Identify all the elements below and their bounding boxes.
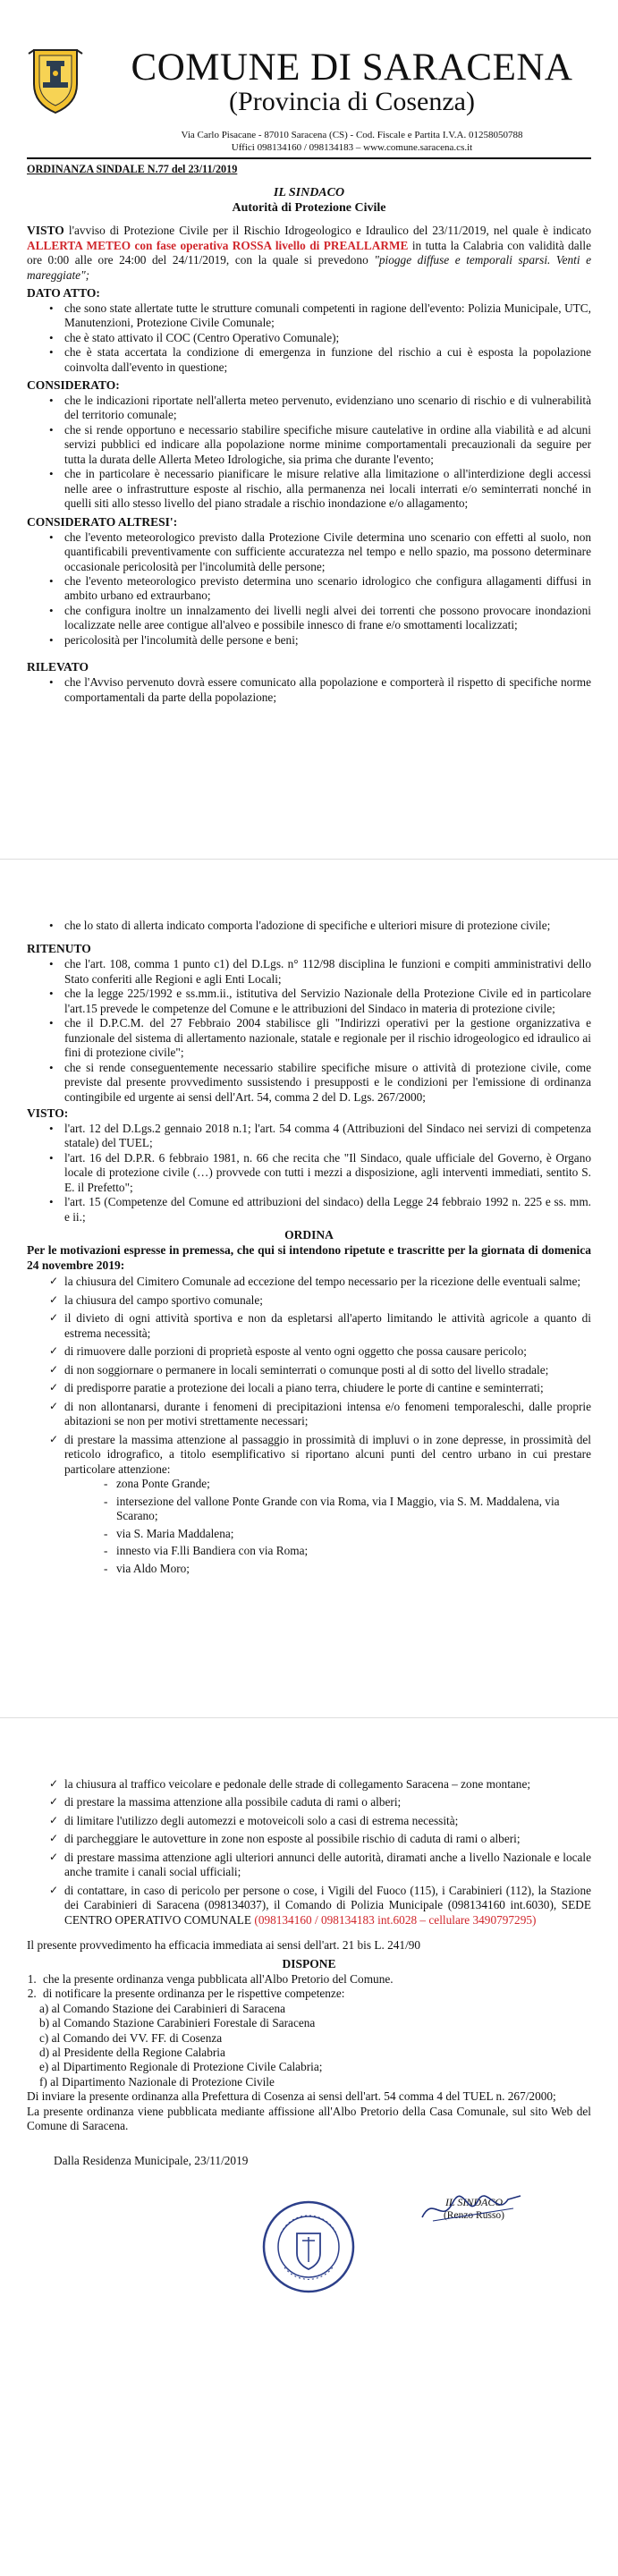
page-1 (0, 0, 618, 859)
offices-line: Uffici 098134160 / 098134183 – www.comune.saracena.cs.it (231, 142, 473, 153)
page-2 (0, 859, 618, 1717)
list-item: ✓ di non soggiornare o permanere in locali seminterrati o comunque posti al di sotto del livello stradale; (54, 1363, 591, 1377)
municipal-crest-icon (27, 45, 84, 114)
list-item: • che le indicazioni riportate nell'allerta meteo pervenuto, evidenziano uno scenario di rischio e di vulnerabilità del territorio comunale; (54, 394, 591, 423)
list-item: ✓ di prestare la massima attenzione alla possibile caduta di rami o alberi; (54, 1795, 591, 1809)
dato-atto-list (54, 301, 591, 375)
list-item: ✓ di predisporre paratie a protezione dei locali a piano terra, chiudere le porte di cantine e seminterrati; (54, 1381, 591, 1395)
efficacy-note: Il presente provvedimento ha efficacia immediata ai sensi dell'art. 21 bis L. 241/90 (27, 1938, 421, 1953)
recipient: c) al Comando dei VV. FF. di Cosenza (39, 2030, 223, 2045)
municipality-title: COMUNE DI SARACENA (131, 47, 573, 89)
mayor-title: IL SINDACO (444, 2196, 504, 2208)
list-item: • che sono state allertate tutte le strutture comunali competenti in ragione dell'evento: Polizia Municipale, UTC, Manutenzioni, Protezione Civile Comunale; (54, 301, 591, 331)
list-item: • che in particolare è necessario pianificare le misure relative alla limitazione o all'interdizione degli accessi nelle aree o infrastrutture esposte al rischio, alla permanenza nei locali interrati e/o seminterrati nonché in quelli siti allo stesso livello del piano stradale a rischio inondazione e/o allagamento; (54, 467, 591, 511)
list-item: • che si rende opportuno e necessario stabilire specifiche misure cautelative in ordine alla viabilità e ad alcuni servizi pubblici ed indicare alla popolazione norme minime comportamentali precauzionali da seguire per tutta la durata delle Allerta Meteo Idrologiche, sia prima che durante l'evento; (54, 423, 591, 467)
page-2-body (27, 919, 591, 1576)
zones-list (109, 1477, 591, 1576)
ordina-label: ORDINA (284, 1228, 334, 1242)
handwritten-signature-icon (415, 2190, 531, 2226)
list-item: ✓ di non allontanarsi, durante i fenomeni di precipitazioni intensa e/o fenomeni temporaleschi, dalle proprie abitazioni se non per motivi strettamente necessari; (54, 1400, 591, 1429)
recipient: f) al Dipartimento Nazionale di Protezione Civile (39, 2074, 275, 2089)
publication-note: La presente ordinanza viene pubblicata mediante affissione all'Albo Pretorio della Casa Comunale, sul sito Web del Comune di Saracena. (27, 2104, 591, 2133)
list-item: 2. di notificare la presente ordinanza per le rispettive competenze: (39, 1987, 591, 2001)
signature-block (411, 2196, 537, 2222)
list-item: • che la legge 225/1992 e ss.mm.ii., istitutiva del Servizio Nazionale della Protezione Civile ed in particolare l'art.15 prevede le competenze del Comune e le attribuzioni del Sindaco in materia di protezione civile; (54, 987, 591, 1016)
header-rule (27, 157, 591, 159)
letterhead (27, 41, 591, 156)
considerato-list (54, 394, 591, 512)
list-item: ✓ di prestare massima attenzione agli ulteriori annunci delle autorità, diramati anche a livello Nazionale e locale anche tramite i canali social ufficiali; (54, 1851, 591, 1880)
municipal-stamp (259, 2198, 358, 2296)
list-item: • che lo stato di allerta indicato comporta l'adozione di specifiche e ulteriori misure di protezione civile; (54, 919, 591, 933)
list-item: • che si rende conseguentemente necessario stabilire specifiche misure o attività di protezione civile, come previste dal presente provvedimento sussistendo i presupposti e le condizioni per l'emissione di ordinanza contingibile ed urgente ai sensi dell'Art. 54, comma 2 del D. Lgs. 267/2000; (54, 1061, 591, 1105)
list-item: • che il D.P.C.M. del 27 Febbraio 2004 stabilisce gli "Indirizzi operativi per la gestione organizzativa e funzionale del sistema di allertamento nazionale, statale e regionale per il rischio idrogeologico ed idraulico ai fini di protezione civile"; (54, 1016, 591, 1060)
list-item: ✓ di parcheggiare le autovetture in zone non esposte al possibile rischio di caduta di rami o alberi; (54, 1832, 591, 1846)
list-item: ✓ il divieto di ogni attività sportiva e non da espletarsi all'aperto limitando le attività agricole a quanto di estrema necessità; (54, 1311, 591, 1341)
list-item: • che configura inoltre un innalzamento dei livelli negli alvei dei torrenti che possono provocare inondazioni localizzate nelle aree contigue all'alveo e possibile innesco di frane e/o smottamenti localizzati; (54, 604, 591, 633)
list-item: ✓ di rimuovere dalle porzioni di proprietà esposte al vento ogni oggetto che possa causare pericolo; (54, 1344, 591, 1359)
list-item: ✓ la chiusura al traffico veicolare e pedonale delle strade di collegamento Saracena – zone montane; (54, 1777, 591, 1792)
list-item: • che l'Avviso pervenuto dovrà essere comunicato alla popolazione e comporterà il rispetto di specifiche norme comportamentali da parte della popolazione; (54, 675, 591, 705)
list-item: • l'art. 15 (Competenze del Comune ed attribuzioni del sindaco) della Legge 24 febbraio 1992 n. 225 e ss. mm. e ii.; (54, 1195, 591, 1224)
visto-intro-paragraph (27, 224, 591, 283)
list-item: • pericolosità per l'incolumità delle persone e beni; (54, 633, 591, 648)
list-item: - via Aldo Moro; (109, 1562, 591, 1576)
list-item: 1. che la presente ordinanza venga pubblicata all'Albo Pretorio del Comune. (39, 1972, 591, 1987)
list-item: • che l'evento meteorologico previsto determina uno scenario idrologico che configura allagamenti diffusi in ambito urbano ed extraurbano; (54, 574, 591, 604)
ordina-list-continued (54, 1777, 591, 1928)
list-item: • che l'art. 108, comma 1 punto c1) del D.Lgs. n° 112/98 disciplina le funzioni e compiti amministrativi dello Stato conferiti alle Regioni e agli Enti Locali; (54, 957, 591, 987)
visto-intro-label: VISTO (27, 223, 64, 237)
contacts-item (54, 1884, 591, 1928)
alert-level: ALLERTA METEO con fase operativa ROSSA livello di PREALLARME (27, 238, 409, 252)
stamp-icon (259, 2198, 358, 2296)
rilevato-list-continued (54, 919, 591, 933)
address-line: Via Carlo Pisacane - 87010 Saracena (CS) - Cod. Fiscale e Partita I.V.A. 01258050788 (181, 130, 523, 140)
list-item: - intersezione del vallone Ponte Grande con via Roma, via I Maggio, via S. M. Maddalena, via Scarano; (109, 1495, 591, 1524)
forecast-quote: "piogge diffuse e temporali sparsi. Venti e mareggiate"; (27, 253, 591, 282)
considerato-altresi-list (54, 530, 591, 648)
ritenuto-label: RITENUTO (27, 942, 91, 956)
list-item: ✓ la chiusura del campo sportivo comunale; (54, 1293, 591, 1308)
list-item: - via S. Maria Maddalena; (109, 1527, 591, 1541)
issuer-title: IL SINDACO (273, 186, 345, 200)
list-item: - zona Ponte Grande; (109, 1477, 591, 1491)
list-item: ✓ di limitare l'utilizzo degli automezzi e motoveicoli solo a casi di estrema necessità; (54, 1814, 591, 1828)
place-date: Dalla Residenza Municipale, 23/11/2019 (54, 2153, 249, 2167)
rilevato-list (54, 675, 591, 705)
province-subtitle: (Provincia di Cosenza) (229, 87, 475, 116)
visto-label: VISTO: (27, 1106, 69, 1121)
page-1-body (27, 163, 591, 705)
list-item: - innesto via F.lli Bandiera con via Roma; (109, 1544, 591, 1558)
list-item: • che l'evento meteorologico previsto dalla Protezione Civile determina uno scenario con effetti al suolo, non quantificabili preventivamente con sufficiente accuratezza nel tempo e nello spazio, ma possono determinare occasionale pericolosità per l'incolumità delle persone; (54, 530, 591, 574)
ordinance-number: ORDINANZA SINDALE N.77 del 23/11/2019 (27, 163, 238, 175)
dispone-list (39, 1972, 591, 2002)
prefecture-note: Di inviare la presente ordinanza alla Prefettura di Cosenza ai sensi dell'art. 54 comma 4 del TUEL n. 267/2000; (27, 2089, 556, 2104)
dispone-label: DISPONE (282, 1956, 336, 1970)
list-item: ✓ di prestare la massima attenzione al passaggio in prossimità di impluvi o in zone depresse, in prossimità del reticolo idrografico, a titolo esemplificativo si riportano alcuni punti del centro urbano in cui prestare particolare attenzione: (54, 1433, 591, 1477)
ritenuto-list (54, 957, 591, 1105)
dato-atto-label: DATO ATTO: (27, 286, 100, 301)
page-3-body (27, 1777, 591, 2168)
list-item: • che è stata accertata la condizione di emergenza in funzione del rischio a cui è esposta la popolazione coinvolta dall'evento in questione; (54, 345, 591, 375)
list-item: • che è stato attivato il COC (Centro Operativo Comunale); (54, 331, 591, 345)
visto-intro-validity: in tutta la Calabria con validità dalle ore 0:00 alle ore 24:00 del 24/11/2019, con la quale si prevedono (27, 238, 592, 267)
contacts-text: di contattare, in caso di pericolo per persone o cose, i Vigili del Fuoco (115), i Carabinieri (112), la Stazione dei Carabinieri di Saracena (098134037), il Comando di Polizia Municipale (098134160 int.6030), SEDE CENTRO OPERATIVO COMUNALE (64, 1883, 591, 1927)
rilevato-label: RILEVATO (27, 660, 89, 674)
recipient: e) al Dipartimento Regionale di Protezione Civile Calabria; (39, 2060, 323, 2074)
recipients-list (39, 2002, 591, 2090)
recipient: a) al Comando Stazione dei Carabinieri di Saracena (39, 2001, 286, 2015)
mayor-name: (Renzo Russo) (443, 2209, 505, 2221)
considerato-label: CONSIDERATO: (27, 378, 120, 393)
visto-list (54, 1122, 591, 1224)
ordina-intro: Per le motivazioni espresse in premessa, che qui si intendono ripetute e trascritte per la giornata di domenica 24 novembre 2019: (27, 1242, 591, 1272)
coc-phones: (098134160 / 098134183 int.6028 – cellulare 3490797295) (254, 1912, 537, 1927)
list-item: • l'art. 16 del D.P.R. 6 febbraio 1981, n. 66 che recita che "Il Sindaco, quale ufficiale del Governo, è Organo locale di protezione civile (…) provvede con tutti i mezzi a disposizione, agli interventi immediati, sentito S. E. il Prefetto"; (54, 1151, 591, 1195)
authority-title: Autorità di Protezione Civile (232, 201, 386, 216)
considerato-altresi-label: CONSIDERATO ALTRESI': (27, 514, 178, 529)
list-item: ✓ la chiusura del Cimitero Comunale ad eccezione del tempo necessario per la ricezione delle eventuali salme; (54, 1275, 591, 1289)
list-item: • l'art. 12 del D.Lgs.2 gennaio 2018 n.1; l'art. 54 comma 4 (Attribuzioni del Sindaco nei servizi di competenza statale) del TUEL; (54, 1122, 591, 1151)
visto-intro-text: l'avviso di Protezione Civile per il Rischio Idrogeologico e Idraulico del 23/11/2019, nel quale è indicato (68, 223, 592, 237)
recipient: d) al Presidente della Regione Calabria (39, 2046, 225, 2059)
page-3 (0, 1717, 618, 2576)
ordina-list (54, 1275, 591, 1477)
recipient: b) al Comando Stazione Carabinieri Forestale di Saracena (39, 2016, 316, 2030)
